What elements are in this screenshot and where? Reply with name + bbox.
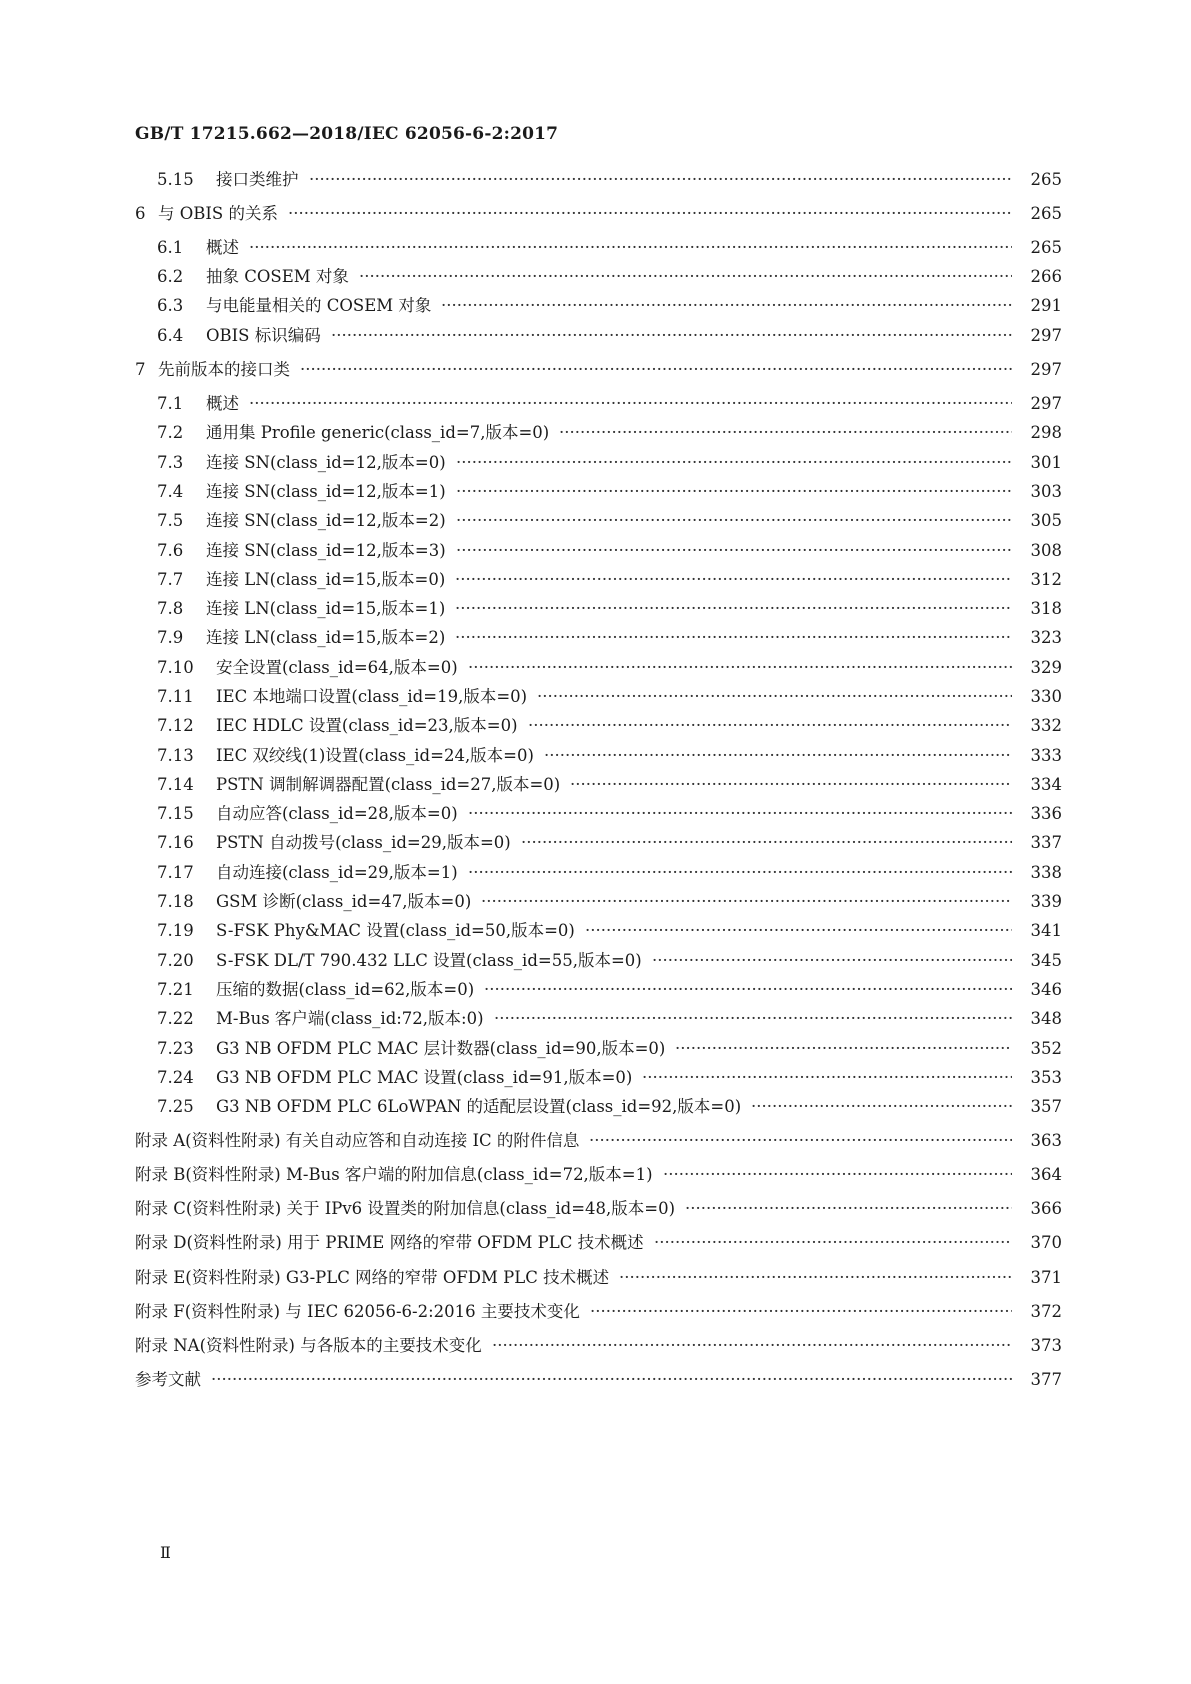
toc-entry[interactable]	[0, 450, 1191, 476]
toc-entry-page: 318	[1030, 599, 1062, 618]
toc-entry-page: 339	[1030, 892, 1062, 911]
toc-entry[interactable]	[0, 479, 1191, 505]
toc-entry-title: 抽象 COSEM 对象	[206, 267, 349, 286]
dot-leader	[300, 357, 1012, 383]
toc-entry-page: 298	[1030, 423, 1062, 442]
toc-entry[interactable]	[0, 948, 1191, 974]
toc-entry[interactable]	[0, 1333, 1191, 1359]
dot-leader	[468, 860, 1012, 886]
toc-entry-number: 7.6	[157, 541, 184, 560]
toc-entry[interactable]	[0, 684, 1191, 710]
toc-entry-title: 先前版本的接口类	[158, 360, 290, 379]
toc-entry-page: 370	[1030, 1233, 1062, 1252]
dot-leader	[359, 264, 1012, 290]
document-header: GB/T 17215.662—2018/IEC 62056-6-2:2017	[135, 124, 559, 144]
toc-entry-number: 6.4	[157, 326, 184, 345]
toc-entry[interactable]	[0, 889, 1191, 915]
toc-entry-number: 7	[135, 360, 146, 379]
toc-entry-page: 348	[1030, 1009, 1062, 1028]
dot-leader	[494, 1006, 1012, 1032]
toc-entry-page: 333	[1030, 746, 1062, 765]
toc-entry-title: IEC HDLC 设置(class_id=23,版本=0)	[216, 716, 518, 735]
dot-leader	[455, 596, 1012, 622]
dot-leader	[590, 1299, 1012, 1325]
dot-leader	[751, 1094, 1012, 1120]
toc-entry-title: 连接 SN(class_id=12,版本=3)	[206, 541, 446, 560]
dot-leader	[652, 948, 1012, 974]
toc-entry-page: 332	[1030, 716, 1062, 735]
dot-leader	[537, 684, 1012, 710]
toc-entry-title: 自动连接(class_id=29,版本=1)	[216, 863, 458, 882]
dot-leader	[570, 772, 1012, 798]
toc-entry-number: 7.3	[157, 453, 184, 472]
toc-entry[interactable]	[0, 743, 1191, 769]
dot-leader	[654, 1230, 1012, 1256]
toc-entry[interactable]	[0, 167, 1191, 193]
dot-leader	[528, 713, 1012, 739]
dot-leader	[309, 167, 1012, 193]
toc-entry-page: 329	[1030, 658, 1062, 677]
toc-entry-number: 7.24	[157, 1068, 194, 1087]
toc-entry-page: 377	[1030, 1370, 1062, 1389]
toc-entry[interactable]	[0, 1094, 1191, 1120]
toc-entry-title: 附录 B(资料性附录) M-Bus 客户端的附加信息(class_id=72,版本=1)	[135, 1165, 653, 1184]
toc-entry[interactable]	[0, 655, 1191, 681]
toc-entry-page: 357	[1030, 1097, 1062, 1116]
dot-leader	[663, 1162, 1012, 1188]
toc-entry-number: 7.18	[157, 892, 194, 911]
toc-entry-page: 352	[1030, 1039, 1062, 1058]
toc-entry[interactable]	[0, 830, 1191, 856]
dot-leader	[456, 508, 1012, 534]
toc-entry-page: 312	[1030, 570, 1062, 589]
toc-entry-number: 7.4	[157, 482, 184, 501]
toc-entry[interactable]	[0, 860, 1191, 886]
toc-entry-title: 附录 E(资料性附录) G3-PLC 网络的窄带 OFDM PLC 技术概述	[135, 1268, 610, 1287]
page-number-footer: Ⅱ	[160, 1543, 171, 1562]
toc-entry-page: 364	[1030, 1165, 1062, 1184]
toc-entry-page: 330	[1030, 687, 1062, 706]
dot-leader	[211, 1367, 1012, 1393]
toc-entry-number: 7.16	[157, 833, 194, 852]
toc-entry[interactable]	[0, 596, 1191, 622]
toc-entry-title: 连接 LN(class_id=15,版本=2)	[206, 628, 446, 647]
toc-entry-page: 266	[1030, 267, 1062, 286]
toc-entry-page: 353	[1030, 1068, 1062, 1087]
toc-entry[interactable]	[0, 1265, 1191, 1291]
toc-entry-page: 336	[1030, 804, 1062, 823]
toc-entry-page: 301	[1030, 453, 1062, 472]
toc-entry-title: 自动应答(class_id=28,版本=0)	[216, 804, 458, 823]
toc-entry-page: 334	[1030, 775, 1062, 794]
toc-entry-title: S-FSK DL/T 790.432 LLC 设置(class_id=55,版本=0)	[216, 951, 642, 970]
toc-entry[interactable]	[0, 264, 1191, 290]
toc-entry-number: 7.21	[157, 980, 194, 999]
dot-leader	[642, 1065, 1012, 1091]
toc-entry[interactable]	[0, 201, 1191, 227]
toc-entry-title: 连接 LN(class_id=15,版本=0)	[206, 570, 446, 589]
toc-entry-page: 371	[1030, 1268, 1062, 1287]
dot-leader	[468, 801, 1012, 827]
toc-entry-page: 346	[1030, 980, 1062, 999]
toc-entry-number: 7.25	[157, 1097, 194, 1116]
toc-entry-number: 7.15	[157, 804, 194, 823]
toc-entry[interactable]	[0, 918, 1191, 944]
toc-entry-title: IEC 本地端口设置(class_id=19,版本=0)	[216, 687, 528, 706]
toc-entry[interactable]	[0, 1162, 1191, 1188]
toc-entry[interactable]	[0, 508, 1191, 534]
toc-entry-number: 5.15	[157, 170, 194, 189]
toc-entry-title: M-Bus 客户端(class_id:72,版本:0)	[216, 1009, 484, 1028]
toc-entry[interactable]	[0, 772, 1191, 798]
toc-entry[interactable]	[0, 713, 1191, 739]
toc-entry-number: 7.8	[157, 599, 184, 618]
toc-entry-page: 372	[1030, 1302, 1062, 1321]
toc-entry[interactable]	[0, 567, 1191, 593]
toc-entry-title: 概述	[206, 238, 239, 257]
toc-entry[interactable]	[0, 235, 1191, 261]
toc-entry-title: G3 NB OFDM PLC MAC 层计数器(class_id=90,版本=0)	[216, 1039, 666, 1058]
toc-entry-title: 连接 SN(class_id=12,版本=2)	[206, 511, 446, 530]
toc-entry-title: 与电能量相关的 COSEM 对象	[206, 296, 432, 315]
toc-entry-page: 265	[1030, 170, 1062, 189]
dot-leader	[455, 625, 1012, 651]
dot-leader	[544, 743, 1012, 769]
dot-leader	[585, 918, 1012, 944]
toc-entry-page: 373	[1030, 1336, 1062, 1355]
toc-entry[interactable]	[0, 391, 1191, 417]
toc-entry-title: 接口类维护	[216, 170, 299, 189]
toc-entry-page: 345	[1030, 951, 1062, 970]
toc-entry-title: S-FSK Phy&MAC 设置(class_id=50,版本=0)	[216, 921, 575, 940]
toc-entry-number: 7.5	[157, 511, 184, 530]
dot-leader	[249, 391, 1012, 417]
toc-entry-title: G3 NB OFDM PLC 6LoWPAN 的适配层设置(class_id=92,版本=0)	[216, 1097, 742, 1116]
dot-leader	[288, 201, 1012, 227]
toc-entry-number: 7.14	[157, 775, 194, 794]
toc-entry[interactable]	[0, 1128, 1191, 1154]
toc-entry-page: 297	[1030, 360, 1062, 379]
dot-leader	[468, 655, 1012, 681]
toc-entry-page: 308	[1030, 541, 1062, 560]
toc-entry-page: 338	[1030, 863, 1062, 882]
toc-entry-number: 7.20	[157, 951, 194, 970]
toc-entry-title: 参考文献	[135, 1370, 201, 1389]
dot-leader	[559, 420, 1012, 446]
toc-entry[interactable]	[0, 801, 1191, 827]
dot-leader	[492, 1333, 1012, 1359]
toc-entry-page: 265	[1030, 238, 1062, 257]
toc-entry[interactable]	[0, 1006, 1191, 1032]
toc-entry-number: 7.9	[157, 628, 184, 647]
dot-leader	[441, 293, 1012, 319]
toc-entry[interactable]	[0, 323, 1191, 349]
toc-entry-title: 连接 SN(class_id=12,版本=0)	[206, 453, 446, 472]
toc-entry-number: 7.10	[157, 658, 194, 677]
dot-leader	[456, 450, 1012, 476]
toc-entry-title: 概述	[206, 394, 239, 413]
toc-entry-number: 7.1	[157, 394, 184, 413]
toc-entry[interactable]	[0, 357, 1191, 383]
toc-entry-title: 附录 D(资料性附录) 用于 PRIME 网络的窄带 OFDM PLC 技术概述	[135, 1233, 644, 1252]
dot-leader	[589, 1128, 1012, 1154]
dot-leader	[685, 1196, 1012, 1222]
toc-entry-page: 305	[1030, 511, 1062, 530]
toc-entry-page: 291	[1030, 296, 1062, 315]
toc-entry-title: IEC 双绞线(1)设置(class_id=24,版本=0)	[216, 746, 534, 765]
dot-leader	[484, 977, 1012, 1003]
toc-entry-number: 7.23	[157, 1039, 194, 1058]
toc-entry-number: 7.11	[157, 687, 194, 706]
dot-leader	[619, 1265, 1012, 1291]
toc-entry-title: PSTN 调制解调器配置(class_id=27,版本=0)	[216, 775, 561, 794]
toc-entry-page: 297	[1030, 394, 1062, 413]
toc-entry-page: 341	[1030, 921, 1062, 940]
toc-entry[interactable]	[0, 977, 1191, 1003]
toc-entry-title: 与 OBIS 的关系	[158, 204, 278, 223]
dot-leader	[455, 567, 1012, 593]
toc-entry-number: 7.19	[157, 921, 194, 940]
dot-leader	[481, 889, 1012, 915]
toc-entry-number: 7.2	[157, 423, 184, 442]
toc-entry-title: 连接 LN(class_id=15,版本=1)	[206, 599, 446, 618]
dot-leader	[521, 830, 1012, 856]
toc-entry[interactable]	[0, 293, 1191, 319]
toc-entry-number: 7.7	[157, 570, 184, 589]
toc-entry-page: 363	[1030, 1131, 1062, 1150]
toc-entry-number: 7.17	[157, 863, 194, 882]
toc-entry-page: 265	[1030, 204, 1062, 223]
toc-entry-title: 连接 SN(class_id=12,版本=1)	[206, 482, 446, 501]
toc-entry-title: PSTN 自动拨号(class_id=29,版本=0)	[216, 833, 511, 852]
toc-entry[interactable]	[0, 1196, 1191, 1222]
toc-entry-number: 7.22	[157, 1009, 194, 1028]
toc-entry[interactable]	[0, 1036, 1191, 1062]
toc-entry-title: 安全设置(class_id=64,版本=0)	[216, 658, 458, 677]
toc-entry-title: 附录 F(资料性附录) 与 IEC 62056-6-2:2016 主要技术变化	[135, 1302, 580, 1321]
toc-entry-page: 323	[1030, 628, 1062, 647]
toc-entry[interactable]	[0, 1065, 1191, 1091]
toc-entry-title: 附录 A(资料性附录) 有关自动应答和自动连接 IC 的附件信息	[135, 1131, 580, 1150]
dot-leader	[456, 538, 1012, 564]
toc-entry[interactable]	[0, 420, 1191, 446]
dot-leader	[456, 479, 1012, 505]
toc-entry-title: 附录 C(资料性附录) 关于 IPv6 设置类的附加信息(class_id=48,版本=0)	[135, 1199, 676, 1218]
toc-entry-number: 6.3	[157, 296, 184, 315]
toc-entry-number: 6.1	[157, 238, 184, 257]
dot-leader	[331, 323, 1012, 349]
toc-entry[interactable]	[0, 1367, 1191, 1393]
toc-entry-page: 297	[1030, 326, 1062, 345]
toc-entry-title: 压缩的数据(class_id=62,版本=0)	[216, 980, 475, 999]
toc-entry-title: G3 NB OFDM PLC MAC 设置(class_id=91,版本=0)	[216, 1068, 633, 1087]
toc-entry-page: 303	[1030, 482, 1062, 501]
toc-entry[interactable]	[0, 1230, 1191, 1256]
toc-entry-page: 337	[1030, 833, 1062, 852]
toc-entry-title: OBIS 标识编码	[206, 326, 321, 345]
toc-entry-number: 7.13	[157, 746, 194, 765]
dot-leader	[675, 1036, 1012, 1062]
toc-entry-number: 7.12	[157, 716, 194, 735]
toc-entry[interactable]	[0, 625, 1191, 651]
toc-entry[interactable]	[0, 538, 1191, 564]
toc-entry-title: GSM 诊断(class_id=47,版本=0)	[216, 892, 472, 911]
toc-entry-page: 366	[1030, 1199, 1062, 1218]
toc-entry-number: 6.2	[157, 267, 184, 286]
dot-leader	[249, 235, 1012, 261]
toc-entry-title: 通用集 Profile generic(class_id=7,版本=0)	[206, 423, 550, 442]
toc-entry-title: 附录 NA(资料性附录) 与各版本的主要技术变化	[135, 1336, 482, 1355]
toc-entry[interactable]	[0, 1299, 1191, 1325]
toc-entry-number: 6	[135, 204, 146, 223]
